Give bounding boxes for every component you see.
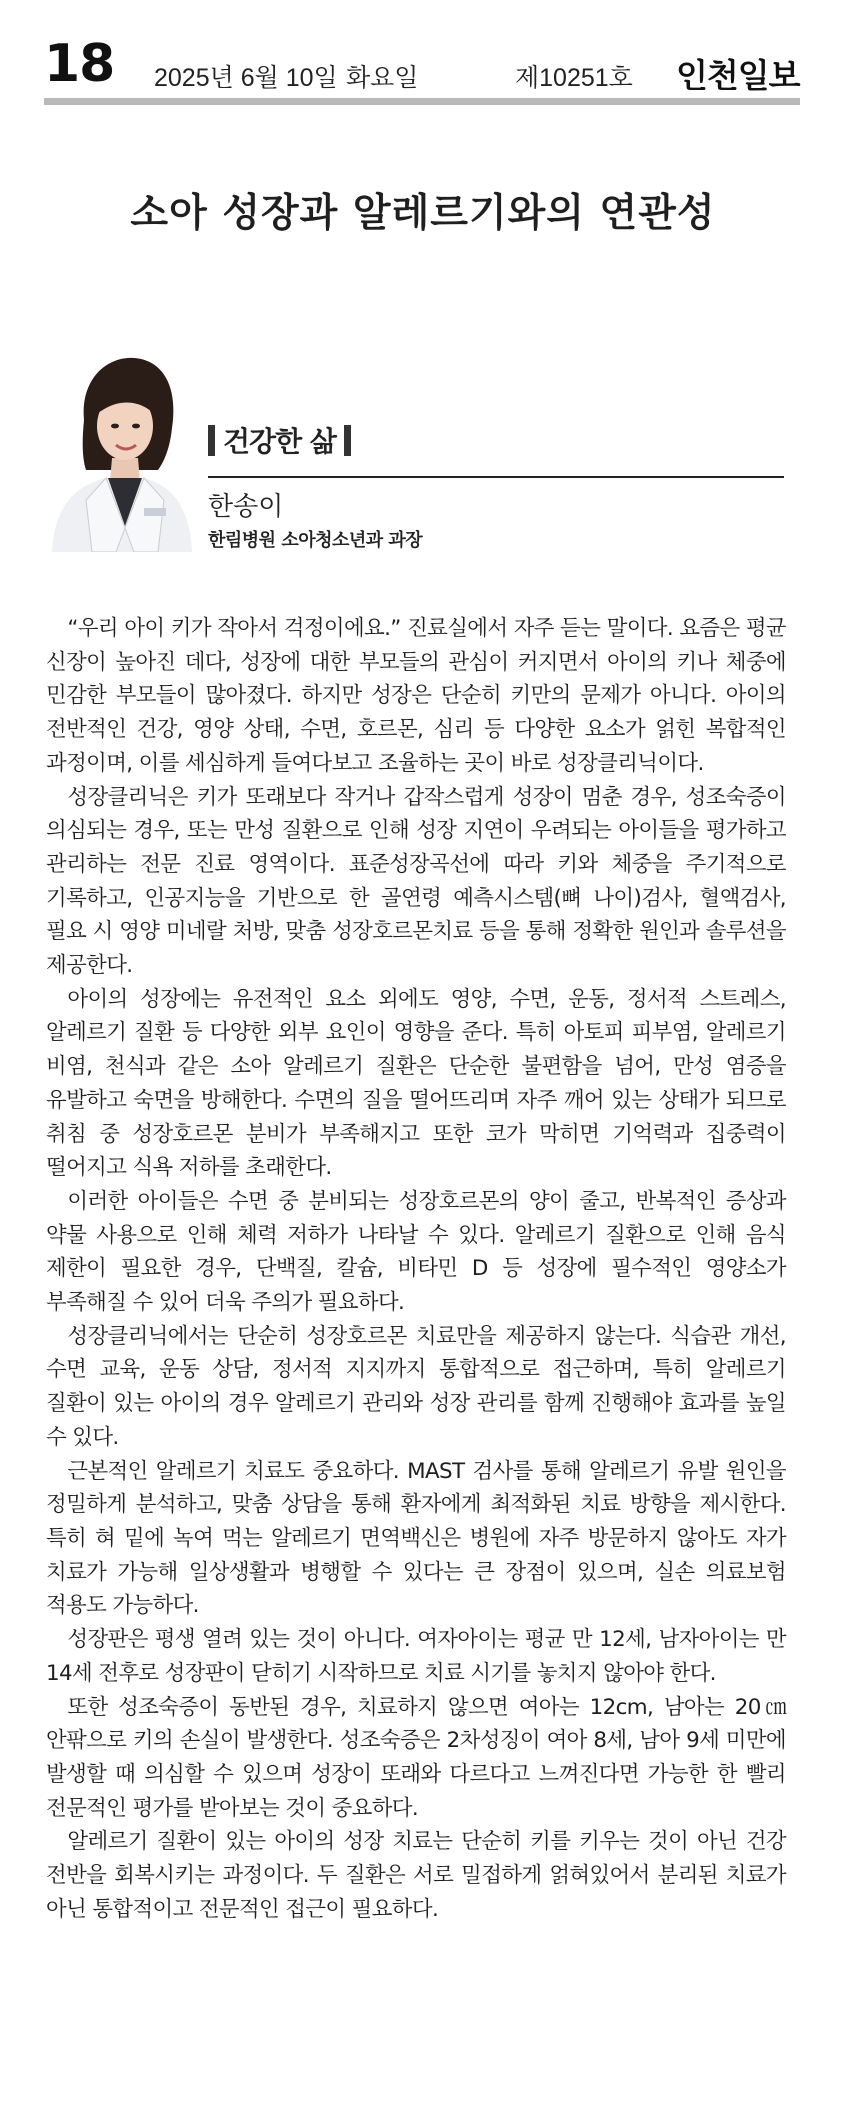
issue-weekday: 화요일	[346, 64, 419, 92]
article-paragraph: 근본적인 알레르기 치료도 중요하다. MAST 검사를 통해 알레르기 유발 원인을 정밀하게 분석하고, 맞춤 상담을 통해 환자에게 최적화된 치료 방향을 제시한다. 특히 혀 밑에 녹여 먹는 알레르기 면역백신은 병원에 자주 방문하지 않아도 자가 치료가 가능해 일상생활과 병행할 수 있다는 큰 장점이 있으며, 실손 의료보험 적용도 가능하다.	[46, 1458, 786, 1619]
article-paragraph: “우리 아이 키가 작아서 걱정이에요.” 진료실에서 자주 듣는 말이다. 요즘은 평균 신장이 높아진 데다, 성장에 대한 부모들의 관심이 커지면서 아이의 키나 체중에 민감한 부모들이 많아졌다. 하지만 성장은 단순히 키만의 문제가 아니다. 아이의 전반적인 건강, 영양 상태, 수면, 호르몬, 심리 등 다양한 요소가 얽힌 복합적인 과정이며, 이를 세심하게 들여다보고 조율하는 곳이 바로 성장클리닉이다.	[46, 616, 786, 776]
column-tag-right-bar	[344, 425, 351, 456]
header-divider	[44, 98, 800, 105]
byline-divider	[208, 476, 784, 478]
article-paragraph: 성장판은 평생 열려 있는 것이 아니다. 여자아이는 평균 만 12세, 남자아이는 만 14세 전후로 성장판이 닫히기 시작하므로 치료 시기를 놓치지 않아야 한다.	[46, 1627, 786, 1686]
article-paragraph: 성장클리닉에서는 단순히 성장호르몬 치료만을 제공하지 않는다. 식습관 개선, 수면 교육, 운동 상담, 정서적 지지까지 통합적으로 접근하며, 특히 알레르기 질환이 있는 아이의 경우 알레르기 관리와 성장 관리를 함께 진행해야 효과를 높일 수 있다.	[46, 1323, 786, 1450]
article-paragraph: 아이의 성장에는 유전적인 요소 외에도 영양, 수면, 운동, 정서적 스트레스, 알레르기 질환 등 다양한 외부 요인이 영향을 준다. 특히 아토피 피부염, 알레르기 비염, 천식과 같은 소아 알레르기 질환은 단순한 불편함을 넘어, 만성 염증을 유발하고 숙면을 방해한다. 수면의 질을 떨어뜨리며 자주 깨어 있는 상태가 되므로 취침 중 성장호르몬 분비가 부족해지고 또한 코가 막히면 기억력과 집중력이 떨어지고 식욕 저하를 초래한다.	[46, 986, 786, 1181]
issue-date: 2025년 6월 10일	[154, 64, 338, 92]
article-headline: 소아 성장과 알레르기와의 연관성	[130, 190, 716, 236]
column-tag	[208, 420, 351, 460]
article-paragraph: 또한 성조숙증이 동반된 경우, 치료하지 않으면 여아는 12cm, 남아는 20㎝ 안팎으로 키의 손실이 발생한다. 성조숙증은 2차성징이 여아 8세, 남아 9세 미만에 발생할 때 의심할 수 있으며 성장이 또래와 다르다고 느껴진다면 가능한 한 빨리 전문적인 평가를 받아보는 것이 중요하다.	[46, 1694, 786, 1821]
author-affiliation: 한림병원 소아청소년과 과장	[208, 530, 423, 551]
article-paragraph: 이러한 아이들은 수면 중 분비되는 성장호르몬의 양이 줄고, 반복적인 증상과 약물 사용으로 인해 체력 저하가 나타날 수 있다. 알레르기 질환으로 인해 음식 제한이 필요한 경우, 단백질, 칼슘, 비타민 D 등 성장에 필수적인 영양소가 부족해질 수 있어 더욱 주의가 필요하다.	[46, 1188, 786, 1316]
column-tag-left-bar	[208, 425, 215, 456]
issue-number: 제10251호	[515, 64, 633, 92]
author-name: 한송이	[208, 492, 284, 522]
article-paragraph: 성장클리닉은 키가 또래보다 작거나 갑작스럽게 성장이 멈춘 경우, 성조숙증이 의심되는 경우, 또는 만성 질환으로 인해 성장 지연이 우려되는 아이들을 평가하고 관리하는 전문 진료 영역이다. 표준성장곡선에 따라 키와 체중을 주기적으로 기록하고, 인공지능을 기반으로 한 골연령 예측시스템(뼈 나이)검사, 혈액검사, 필요 시 영양 미네랄 처방, 맞춤 성장호르몬치료 등을 통해 정확한 원인과 솔루션을 제공한다.	[46, 784, 786, 979]
page-number: 18	[44, 34, 115, 94]
article-paragraph: 알레르기 질환이 있는 아이의 성장 치료는 단순히 키를 키우는 것이 아닌 건강 전반을 회복시키는 과정이다. 두 질환은 서로 밀접하게 얽혀있어서 분리된 치료가 아닌 통합적이고 전문적인 접근이 필요하다.	[46, 1829, 786, 1922]
article-body	[46, 612, 786, 1926]
column-name: 건강한 삶	[223, 425, 336, 458]
author-photo	[46, 350, 196, 552]
newspaper-masthead: 인천일보	[676, 56, 800, 95]
page-header	[0, 0, 846, 110]
